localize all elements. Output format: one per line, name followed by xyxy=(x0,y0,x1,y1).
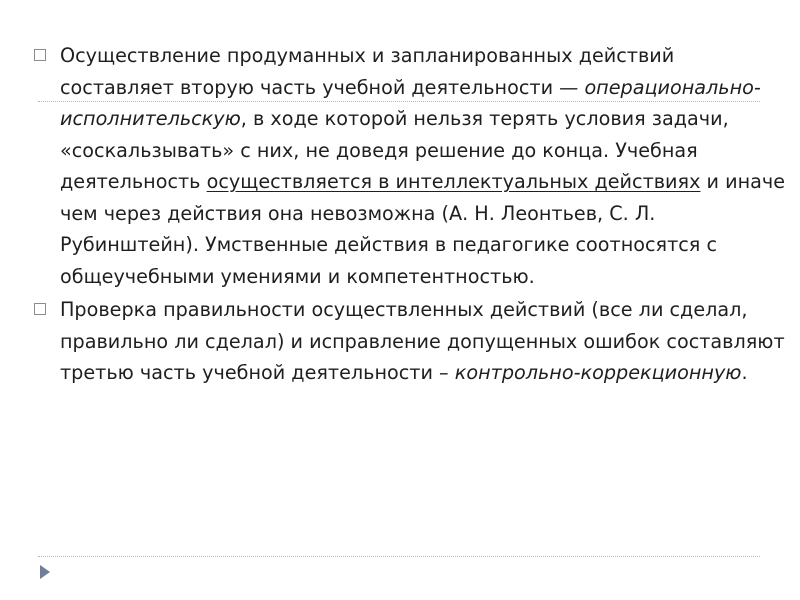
bottom-divider xyxy=(38,556,760,557)
bullet-1-text-part-5: и иначе чем через действия она невозможна (А. Н. Леонтьев, С. Л. Рубинштейн). Умственные действия в педагогике соотносятся с общеучебными умениями и компетентностью. xyxy=(60,170,786,288)
square-bullet-icon xyxy=(34,303,46,315)
slide-body xyxy=(32,40,792,391)
bullet-1-underlined-phrase: осуществляется в интеллектуальных действиях xyxy=(206,170,701,193)
bullet-1-text-part-3: , в ходе которой нельзя терять условия задачи, «соскальзывать» с них, не доведя решение до конца. Учебная деятельность xyxy=(60,107,729,193)
square-bullet-icon xyxy=(34,49,46,61)
bullet-item-1 xyxy=(32,40,792,292)
bullet-2-text-part-1: Проверка правильности осуществленных действий (все ли сделал, правильно ли сделал) и исправление допущенных ошибок составляют третью часть учебной деятельности – xyxy=(60,298,785,384)
bullet-1-italic-term: операционально-исполнительскую xyxy=(60,75,761,130)
bullet-2-italic-term: контрольно-коррекционную xyxy=(454,361,742,384)
bullet-2-text-part-3: . xyxy=(741,361,748,384)
next-slide-arrow-icon[interactable] xyxy=(40,565,50,579)
bullet-item-2 xyxy=(32,294,792,389)
bullet-1-text-part-1: Осуществление продуманных и запланированных действий составляет вторую часть учебной деятельности — xyxy=(60,44,675,99)
